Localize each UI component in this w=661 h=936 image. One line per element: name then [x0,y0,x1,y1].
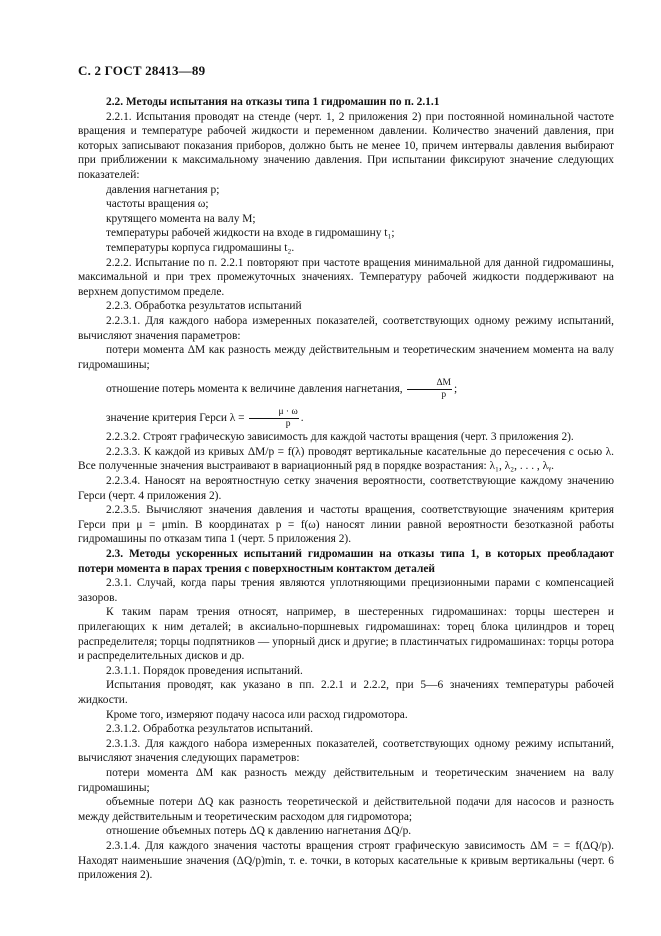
fraction-numerator: ΔM [407,378,452,390]
paragraph [78,708,614,723]
paragraph-text: потери момента ΔM как разность между действительным и теоретическим значением момента на валу гидромашины; [78,344,614,371]
paragraph-text: 2.2.3.3. К каждой из кривых ΔM/p = f(λ) проводят вертикальные касательные до пересечения с осью λ. Все полученные значения выстраивают в вариационный ряд в порядке возрастания: λ₁, λ₂, . . . , λᵧ. [78,445,614,473]
paragraph-text: 2.3.1.3. Для каждого набора измеренных показателей, соответствующих одному режиму испытаний, вычисляют значения следующих параметров: [78,737,614,765]
paragraph [78,839,614,883]
paragraph-text: 2.2.3.1. Для каждого набора измеренных показателей, соответствующих одному режиму испытаний, вычисляют значения параметров: [78,314,614,342]
paragraph [78,474,614,503]
paragraph-text: 2.3.1.4. Для каждого значения частоты вращения строят графическую зависимость ΔM = = f(ΔQ/p). Находят наименьшие значения (ΔQ/p)min, т. е. точки, в которых касательные к кривым вертикальны (черт. 6 приложения 2). [78,839,614,882]
fraction-denominator: p [441,390,447,401]
paragraph [78,314,614,343]
paragraph [78,605,614,663]
paragraph [78,722,614,737]
paragraph-text: 2.2. Методы испытания на отказы типа 1 гидромашин по п. 2.1.1 [106,96,440,108]
paragraph-text: 2.2.3. Обработка результатов испытаний [106,300,302,313]
paragraph [78,256,614,300]
paragraph [78,503,614,547]
paragraph [78,547,614,576]
paragraph-text: температуры рабочей жидкости на входе в гидромашину t₁; [106,227,395,240]
paragraph [78,445,614,474]
paragraph [78,378,614,401]
paragraph-text: К таким парам трения относят, например, в шестеренных гидромашинах: торцы шестерен и прилегающих к ним деталей; в аксиально-поршневых гидромашинах: торец блока цилиндров и торец распределителя; торцы подпятников — упорный диск и другие; в пластинчатых гидромашинах: торцы ротора и распределительных дисков и др. [78,606,614,663]
paragraph [78,824,614,839]
paragraph-text: 2.3.1. Случай, когда пары трения являются уплотняющими прецизионными парами с компенсацией зазоров. [78,577,614,604]
paragraph [78,766,614,795]
paragraph-text: 2.2.3.4. Наносят на вероятностную сетку значения вероятности, соответствующие каждому значению Герси (черт. 4 приложения 2). [78,475,614,502]
paragraph [78,430,614,445]
paragraph [78,241,614,256]
paragraph [78,343,614,372]
paragraph [78,678,614,707]
paragraph-text: температуры корпуса гидромашины t₂. [106,241,295,254]
paragraph-text: 2.3.1.1. Порядок проведения испытаний. [106,664,303,677]
document-body [78,95,614,883]
paragraph-text: крутящего момента на валу M; [106,212,256,225]
paragraph-text: 2.2.1. Испытания проводят на стенде (черт. 1, 2 приложения 2) при постоянной номинальной частоте вращения и температуре рабочей жидкости и переменном давлении. Количество значений давления, при которых записывают показания приборов, должно быть не менее 10, причем интервалы давления выбирают при приближении к максимальному значению давления. При испытании фиксируют значение следующих показателей: [78,110,614,181]
paragraph [78,299,614,314]
page-header: С. 2 ГОСТ 28413—89 [78,63,206,78]
formula-fraction [407,378,452,401]
paragraph [78,407,614,430]
paragraph-text: объемные потери ΔQ как разность теоретической и действительной подачи для насосов и разность между действительным и теоретическим расходом для гидромотора; [78,796,614,823]
paragraph [78,576,614,605]
paragraph-text: давления нагнетания p; [106,183,220,196]
paragraph [78,197,614,212]
paragraph [78,664,614,679]
formula-fraction [249,407,298,430]
paragraph-text: 2.2.2. Испытание по п. 2.2.1 повторяют при частоте вращения минимальной для данной гидромашины, максимальной и при трех промежуточных значениях. Температуру рабочей жидкости поддерживают на верхнем допустимом пределе. [78,256,614,298]
paragraph-text: 2.2.3.5. Вычисляют значения давления и частоты вращения, соответствующие значениям критерия Герси при μ = μmin. В координатах p = f(ω) наносят линии равной вероятности безотказной работы гидромашины по отказам типа 1 (черт. 5 приложения 2). [78,504,614,546]
paragraph-text: частоты вращения ω; [106,198,209,211]
paragraph-text: отношение потерь момента к величине давления нагнетания, [106,383,403,396]
paragraph [78,737,614,766]
paragraph [78,110,614,183]
paragraph-text: Кроме того, измеряют подачу насоса или расход гидромотора. [106,708,408,721]
punctuation: . [300,412,304,425]
punctuation: ; [454,383,458,396]
paragraph [78,212,614,227]
paragraph-text: 2.3.1.2. Обработка результатов испытаний. [106,723,313,736]
paragraph-text: потери момента ΔM как разность между действительным и теоретическим значением на валу гидромашины; [78,766,614,794]
paragraph [78,226,614,241]
paragraph-text: отношение объемных потерь ΔQ к давлению нагнетания ΔQ/p. [106,825,412,838]
fraction-numerator: μ · ω [249,407,298,419]
paragraph [78,795,614,824]
paragraph [78,183,614,198]
paragraph-text: 2.3. Методы ускоренных испытаний гидромашин на отказы типа 1, в которых преобладают потери момента в парах трения с поверхностным контактом деталей [78,548,614,575]
fraction-denominator: p [285,419,291,430]
paragraph-text: значение критерия Герси λ = [106,412,245,425]
paragraph-text: Испытания проводят, как указано в пп. 2.2.1 и 2.2.2, при 5—6 значениях температуры рабочей жидкости. [78,679,614,706]
paragraph [78,95,614,110]
paragraph-text: 2.2.3.2. Строят графическую зависимость для каждой частоты вращения (черт. 3 приложения 2). [106,431,574,444]
